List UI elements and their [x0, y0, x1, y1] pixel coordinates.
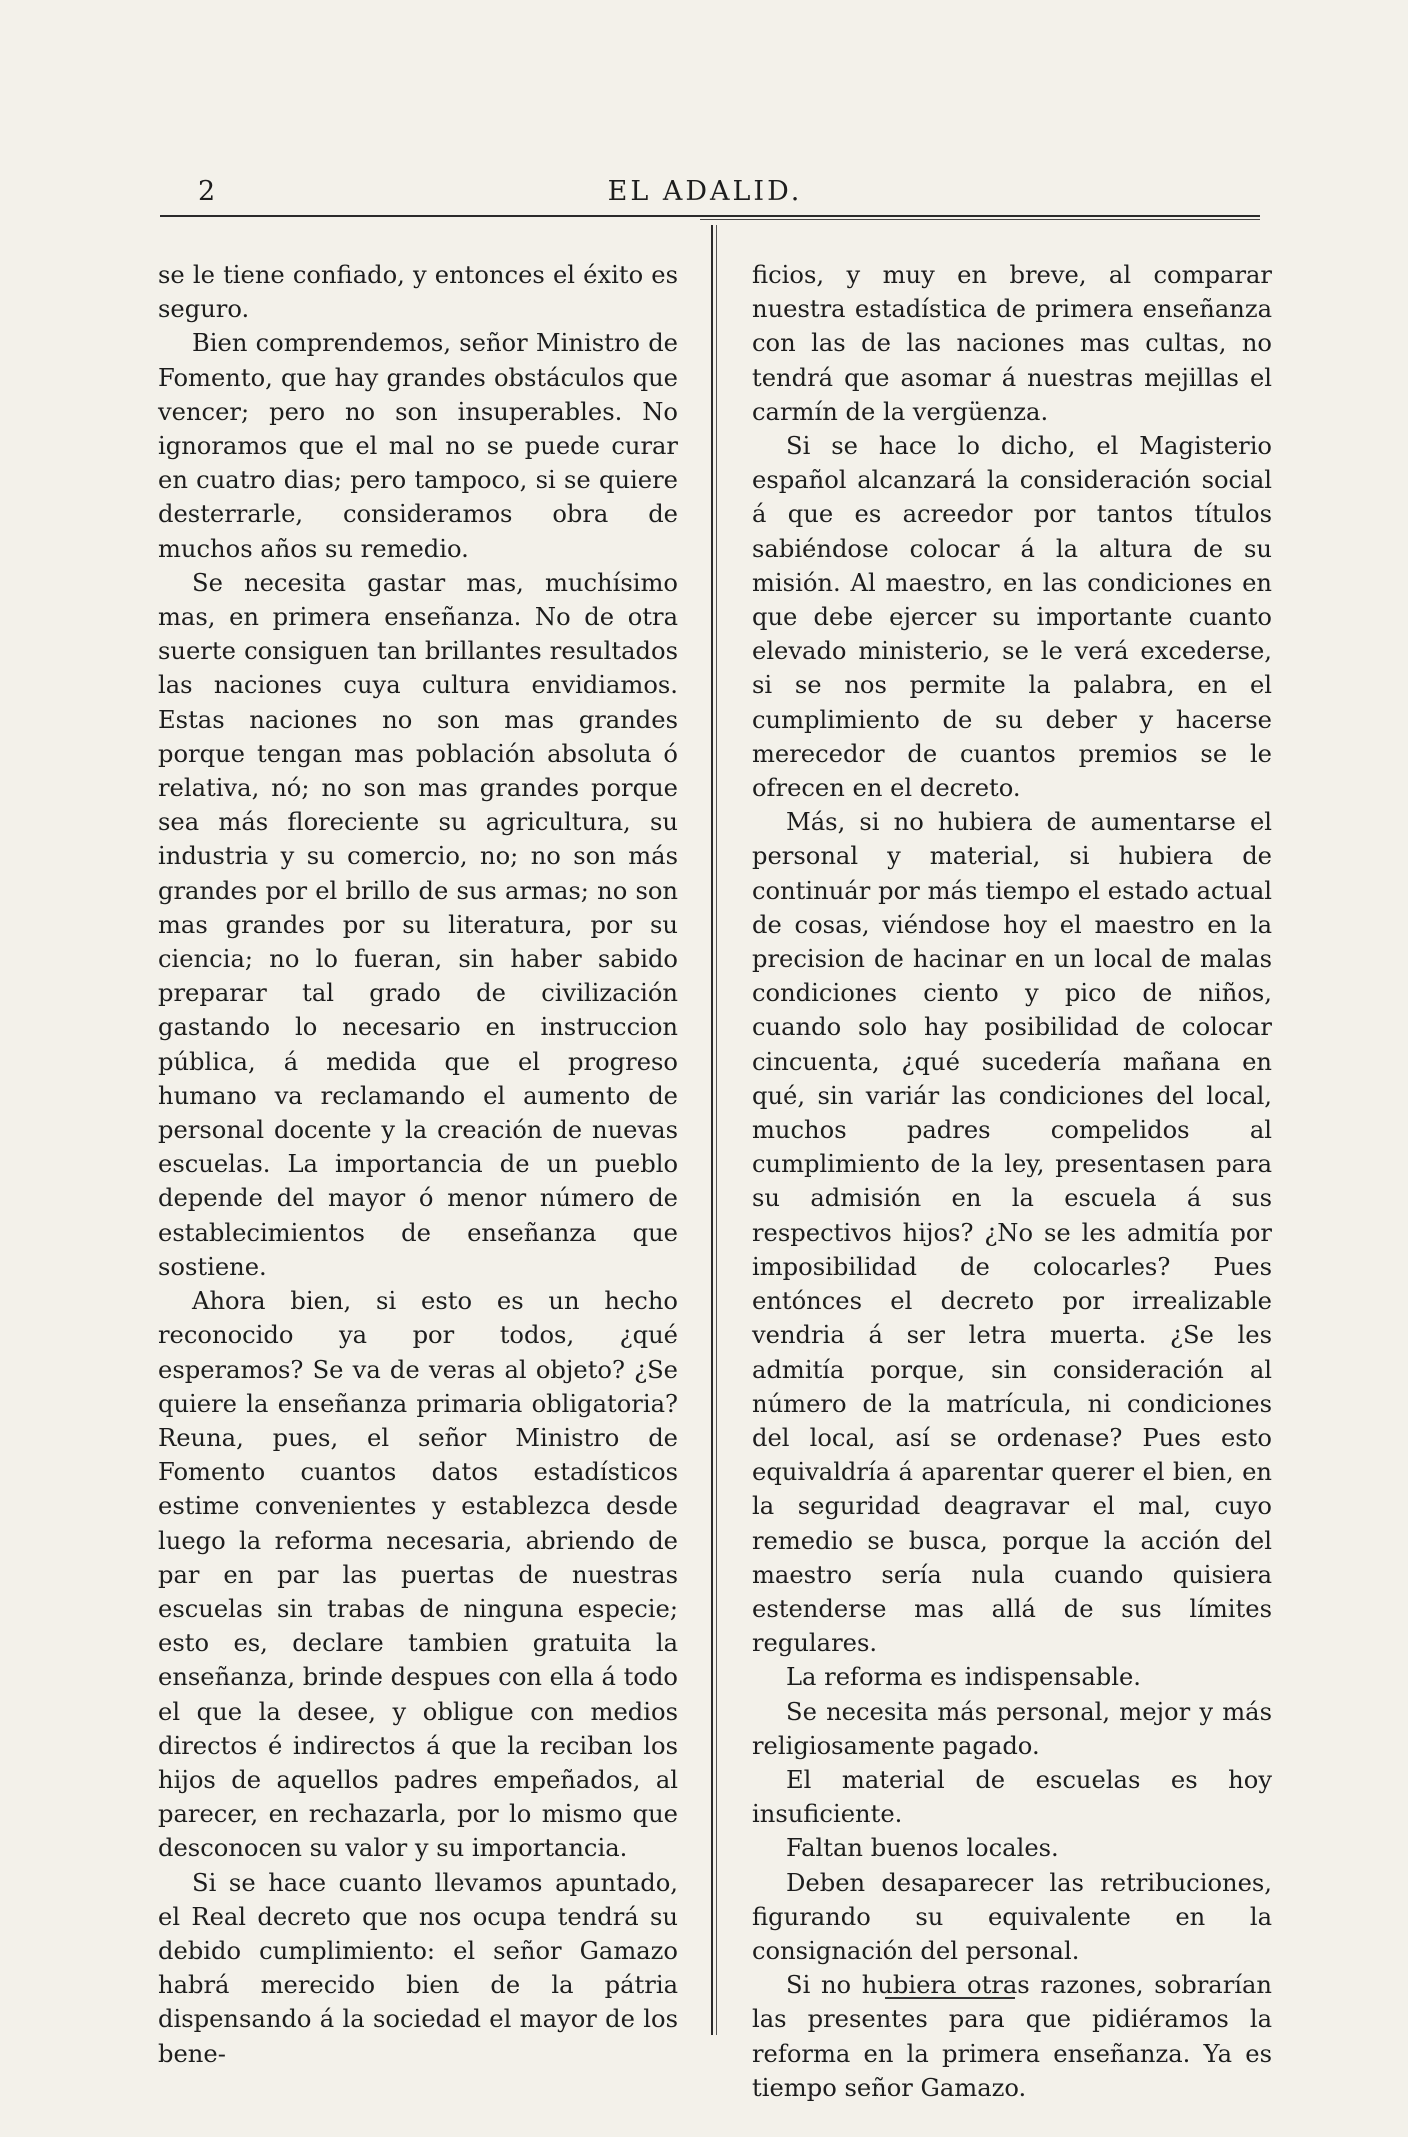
- paragraph: Ahora bien, si esto es un hecho reconocido ya por todos, ¿qué esperamos? Se va de veras al objeto? ¿Se quiere la enseñanza primaria obligatoria? Reuna, pues, el señor Ministro de Fomento cuantos datos estadísticos estime convenientes y establezca desde luego la reforma necesaria, abriendo de par en par las puertas de nuestras escuelas sin trabas de ninguna especie; esto es, declare tambien gratuita la enseñanza, brinde despues con ella á todo el que la desee, y obligue con medios directos é indirectos á que la reciban los hijos de aquellos padres empeñados, al parecer, en rechazarla, por lo mismo que desconocen su valor y su importancia.: [158, 1287, 678, 1863]
- paragraph: Faltan buenos locales.: [786, 1834, 1059, 1863]
- paragraph: El material de escuelas es hoy insuficiente.: [752, 1765, 1272, 1829]
- column-divider-secondary: [716, 225, 717, 2035]
- paragraph: Si no hubiera otras razones, sobrarían las presentes para que pidiéramos la reforma en la primera enseñanza. Ya es tiempo señor Gamazo.: [752, 1971, 1272, 2102]
- paragraph: Más, si no hubiera de aumentarse el personal y material, si hubiera de continuár por más tiempo el estado actual de cosas, viéndose hoy el maestro en la precision de hacinar en un local de malas condiciones ciento y pico de niños, cuando solo hay posibilidad de colocar cincuenta, ¿qué sucedería mañana en qué, sin variár las condiciones del local, muchos padres compelidos al cumplimiento de la ley, presentasen para su admisión en la escuela á sus respectivos hijos? ¿No se les admitía por imposibilidad de colocarles? Pues entónces el decreto por irrealizable vendria á ser letra muerta. ¿Se les admitía porque, sin consideración al número de la matrícula, ni condiciones del local, así se ordenase? Pues esto equivaldría á aparentar querer el bien, en la seguridad deagravar el mal, cuyo remedio se busca, porque la acción del maestro sería nula cuando quisiera estenderse mas allá de sus límites regulares.: [752, 808, 1272, 1658]
- paragraph: se le tiene confiado, y entonces el éxito es seguro.: [158, 261, 678, 324]
- running-title: EL ADALID.: [607, 176, 803, 207]
- right-column: [752, 258, 1272, 2105]
- paragraph: Si se hace cuanto llevamos apuntado, el Real decreto que nos ocupa tendrá su debido cumplimiento: el señor Gamazo habrá merecido bien de la pátria dispensando á la sociedad el mayor de los bene-: [158, 1868, 678, 2068]
- end-of-article-rule: [885, 1997, 1015, 1999]
- paragraph: Si se hace lo dicho, el Magisterio español alcanzará la consideración social á que es acreedor por tantos títulos sabiéndose colocar á la altura de su misión. Al maestro, en las condiciones en que debe ejercer su importante cuanto elevado ministerio, se le verá excederse, si se nos permite la palabra, en el cumplimiento de su deber y hacerse merecedor de cuantos premios se le ofrecen en el decreto.: [752, 432, 1272, 803]
- header-rule: [160, 215, 1260, 217]
- paragraph: Deben desaparecer las retribuciones, figurando su equivalente en la consignación del personal.: [752, 1868, 1272, 1965]
- paragraph: Se necesita gastar mas, muchísimo mas, en primera enseñanza. No de otra suerte consiguen tan brillantes resultados las naciones cuya cultura envidiamos. Estas naciones no son mas grandes porque tengan mas población absoluta ó relativa, nó; no son mas grandes porque sea más floreciente su agricultura, su industria y su comercio, no; no son más grandes por el brillo de sus armas; no son mas grandes por su literatura, por su ciencia; no lo fueran, sin haber sabido preparar tal grado de civilización gastando lo necesario en instruccion pública, á medida que el progreso humano va reclamando el aumento de personal docente y la creación de nuevas escuelas. La importancia de un pueblo depende del mayor ó menor número de establecimientos de enseñanza que sostiene.: [158, 568, 678, 1281]
- left-column: [158, 258, 678, 2071]
- paragraph: La reforma es indispensable.: [786, 1663, 1141, 1692]
- page-header: [150, 172, 1260, 212]
- column-divider: [711, 225, 713, 2035]
- paragraph: Se necesita más personal, mejor y más religiosamente pagado.: [752, 1697, 1272, 1760]
- page-number: 2: [198, 176, 217, 207]
- paragraph: ficios, y muy en breve, al comparar nuestra estadística de primera enseñanza con las de las naciones mas cultas, no tendrá que asomar á nuestras mejillas el carmín de la vergüenza.: [752, 261, 1272, 426]
- paragraph: Bien comprendemos, señor Ministro de Fomento, que hay grandes obstáculos que vencer; pero no son insuperables. No ignoramos que el mal no se puede curar en cuatro dias; pero tampoco, si se quiere desterrarle, consideramos obra de muchos años su remedio.: [158, 329, 678, 563]
- header-rule-secondary: [700, 219, 1260, 220]
